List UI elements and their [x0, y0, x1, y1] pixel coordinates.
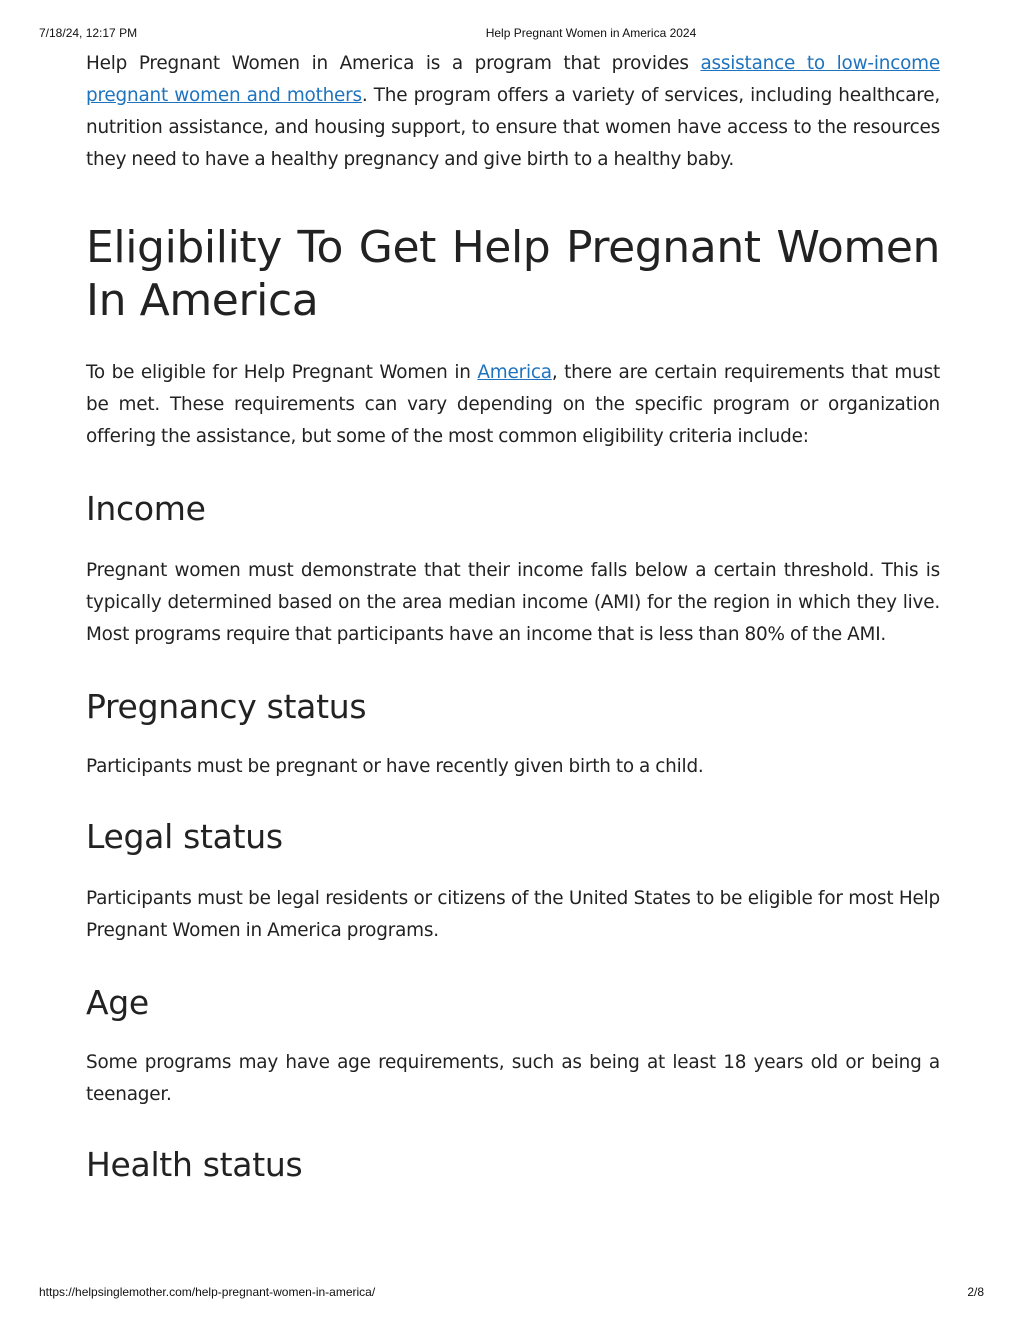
- print-page-number: 2/8: [967, 1285, 984, 1299]
- pregnancy-status-heading: Pregnancy status: [86, 687, 367, 726]
- age-heading: Age: [86, 983, 149, 1022]
- eligibility-heading: Eligibility To Get Help Pregnant Women In America: [86, 222, 940, 326]
- print-header: [0, 26, 1024, 42]
- eligibility-text-end: , there are certain requirements that must be met. These requirements can vary depending on the specific program or organization offering the assistance, but some of the most common eligibility criteria include:: [86, 362, 940, 447]
- income-paragraph: Pregnant women must demonstrate that their income falls below a certain threshold. This is typically determined based on the area median income (AMI) for the region in which they live. Most programs require that participants have an income that is less than 80% of the AMI.: [86, 560, 940, 645]
- print-page-url: https://helpsinglemother.com/help-pregnant-women-in-america/: [39, 1285, 376, 1299]
- print-footer: [0, 1285, 1024, 1301]
- legal-status-heading: Legal status: [86, 817, 283, 856]
- america-link[interactable]: America: [477, 362, 552, 383]
- article-content: [86, 48, 940, 1185]
- intro-text-end: . The program offers a variety of services, including healthcare, nutrition assistance, and housing support, to ensure that women have access to the resources they need to have a healthy pregnancy and give birth to a healthy baby.: [86, 85, 940, 170]
- eligibility-text-start: To be eligible for Help Pregnant Women in: [86, 362, 478, 383]
- low-income-assistance-link[interactable]: assistance to low-income pregnant women and mothers: [86, 53, 940, 106]
- print-page-title: Help Pregnant Women in America 2024: [485, 26, 697, 40]
- intro-paragraph: [86, 48, 940, 176]
- health-status-heading: Health status: [86, 1145, 303, 1184]
- age-paragraph: Some programs may have age requirements, such as being at least 18 years old or being a teenager.: [86, 1052, 940, 1105]
- eligibility-paragraph: [86, 357, 940, 453]
- intro-text-start: Help Pregnant Women in America is a program that provides: [86, 53, 701, 74]
- print-datetime: 7/18/24, 12:17 PM: [39, 26, 138, 40]
- legal-status-paragraph: Participants must be legal residents or citizens of the United States to be eligible for most Help Pregnant Women in America programs.: [86, 888, 940, 941]
- income-heading: Income: [86, 489, 206, 528]
- pregnancy-status-paragraph: Participants must be pregnant or have recently given birth to a child.: [86, 756, 704, 777]
